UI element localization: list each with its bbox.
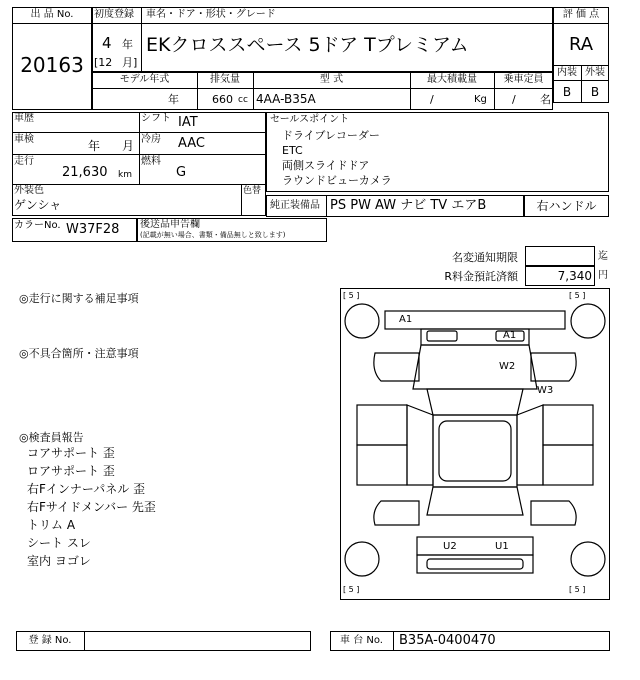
inspector-item: 室内 ヨゴレ [27,554,91,568]
inspector-item: ロアサポート 歪 [27,464,115,478]
car-name-label: 車名・ドア・形状・グレード [146,9,276,20]
type-code: 4AA-B35A [256,92,316,106]
model-year-label: モデル年式 [119,74,170,85]
exterior-label: 外装 [585,67,605,78]
first-reg-month-unit: 月] [122,56,138,69]
lot-number: 20163 [20,53,84,77]
interior-grade: B [562,85,572,99]
chassis-no-value: B35A-0400470 [399,633,496,648]
damage-mark-u1: U1 [495,541,509,552]
inspector-item: シート スレ [27,536,91,550]
registration-no-label: 登 録 No. [28,635,72,646]
running-remarks-title: ◎走行に関する補足事項 [19,292,139,305]
tire-depth-rear-right: [ 5 ] [569,585,586,594]
notice-label: 名変通知期限 [452,251,518,264]
inspector-item: 右Fサイドメンバー 先歪 [27,500,156,514]
color-no-label: カラーNo. [14,220,61,231]
color-label: 外装色 [14,185,44,196]
sales-point-item: ドライブレコーダー [282,129,380,142]
inspector-item: 右Fインナーパネル 歪 [27,482,146,496]
inspection-month-unit: 月 [122,139,135,153]
notice-box [525,246,595,266]
grade-label: 評 価 点 [562,9,600,20]
tire-depth-front-right: [ 5 ] [569,291,586,300]
docs-note: (記載が無い場合、書類・備品無しと致します) [140,231,286,239]
tire-depth-rear-left: [ 5 ] [343,585,360,594]
color-no-value: W37F28 [66,222,120,237]
color-change-label: 色替 [243,186,262,196]
tire-depth-front-left: [ 5 ] [343,291,360,300]
load-separator: / [430,93,434,106]
damage-mark-u2: U2 [443,541,457,552]
inspection-label: 車検 [14,134,34,145]
ac-label: 冷房 [141,134,161,145]
sales-point-item: 両側スライドドア [282,159,370,172]
recycle-value: 7,340 [557,269,592,283]
first-reg-year: 4 [102,34,112,52]
damage-mark-w3: W3 [537,385,554,396]
shift-label: シフト [141,113,171,124]
docs-label: 後送品申告欄 [140,219,200,230]
displacement-label: 排気量 [210,74,240,85]
first-reg-month: [12 [94,56,113,69]
inspection-year-unit: 年 [88,139,101,153]
inspector-report-title: ◎検査員報告 [19,431,84,444]
car-name: EKクロススペース 5ドア Tプレミアム [146,34,469,56]
displacement-value: 660 [212,93,233,106]
mileage-label: 走行 [14,156,34,167]
capacity-label: 乗車定員 [503,74,544,85]
lot-number-label: 出 品 No. [30,9,74,20]
notice-unit: 迄 [598,251,608,262]
damage-mark-w2: W2 [499,361,516,372]
load-unit: Kg [474,94,487,105]
grade-value: RA [568,34,594,55]
equipment-value: PS PW AW ナビ TV エアB [330,198,487,213]
first-registration-label: 初度登録 [94,9,134,20]
type-label: 型 式 [319,74,344,85]
handle-value: 右ハンドル [536,199,597,213]
mileage-value: 21,630 [62,165,108,180]
defects-title: ◎不具合箇所・注意事項 [19,347,139,360]
car-diagram [340,288,610,600]
max-load-label: 最大積載量 [427,74,477,85]
color-value: ゲンシャ [14,198,62,212]
inspector-item: トリム A [27,518,76,532]
ac-value: AAC [178,136,205,151]
model-year-unit: 年 [168,93,179,106]
shift-value: IAT [178,115,198,130]
damage-mark-a1-front: A1 [399,314,413,325]
damage-mark-a1-grille: A1 [503,330,517,341]
recycle-label: R料金預託済額 [444,270,518,283]
fuel-value: G [176,165,187,180]
interior-label: 内装 [557,67,577,78]
chassis-no-label: 車 台 No. [340,635,383,646]
history-label: 車歴 [14,113,34,124]
mileage-unit: km [118,170,132,180]
capacity-separator: / [512,93,516,106]
fuel-label: 燃料 [141,156,161,167]
sales-point-item: ラウンドビューカメラ [282,174,392,187]
sales-point-item: ETC [282,144,303,157]
sales-point-title: セールスポイント [270,114,350,125]
equipment-label: 純正装備品 [270,200,320,211]
first-reg-year-unit: 年 [122,38,133,51]
car-outline [341,289,609,599]
displacement-unit: cc [238,95,248,105]
exterior-grade: B [590,85,600,99]
recycle-unit: 円 [598,270,608,281]
capacity-unit: 名 [540,93,551,106]
inspector-item: コアサポート 歪 [27,446,115,460]
